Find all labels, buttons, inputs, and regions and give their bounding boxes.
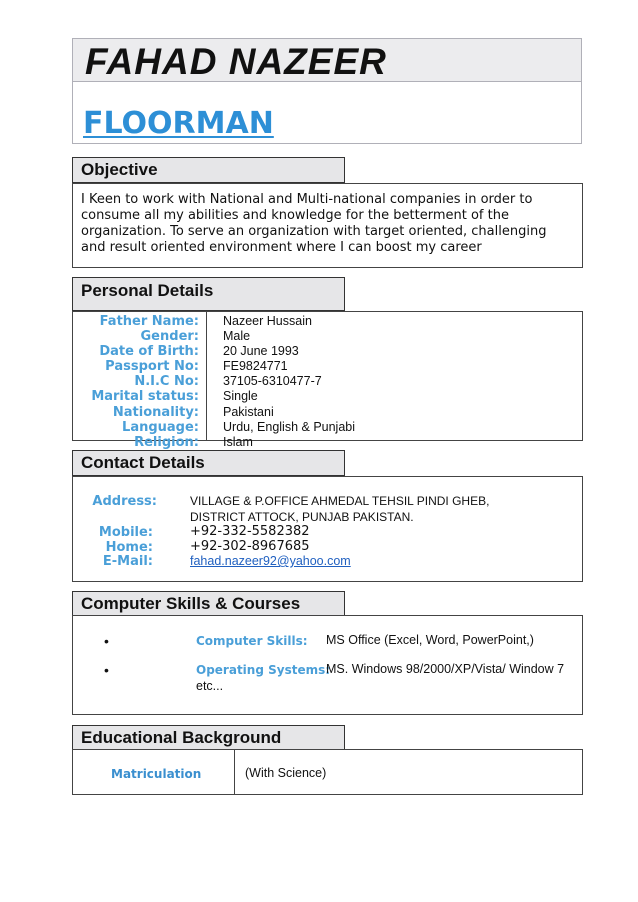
title-box — [72, 82, 582, 144]
value-father-name: Nazeer Hussain — [223, 314, 312, 328]
personal-labels — [73, 314, 199, 450]
value-nic: 37105-6310477-7 — [223, 374, 322, 389]
objective-heading-box — [72, 157, 345, 183]
skill-label-computer: Computer Skills: — [196, 634, 308, 648]
value-nationality: Pakistani — [223, 404, 274, 419]
label-passport: Passport No: — [105, 359, 199, 375]
mobile-label: Mobile: — [98, 525, 153, 540]
education-body — [72, 749, 583, 795]
value-passport: FE9824771 — [223, 359, 288, 374]
name-box — [72, 38, 582, 82]
label-nationality: Nationality: — [112, 404, 199, 420]
education-heading-box — [72, 725, 345, 751]
skills-body — [72, 615, 583, 715]
job-title: FLOORMAN — [83, 106, 274, 141]
skill-value-os: MS. Windows 98/2000/XP/Vista/ Window 7 — [326, 662, 565, 676]
personal-divider — [206, 311, 207, 441]
label-nic: N.I.C No: — [134, 374, 199, 390]
label-gender: Gender: — [140, 329, 199, 345]
label-father-name: Father Name: — [99, 314, 199, 329]
candidate-name: FAHAD NAZEER — [85, 41, 387, 82]
skill-value-os-extra: etc... — [196, 679, 224, 693]
label-marital-status: Marital status: — [91, 389, 199, 405]
personal-heading-box — [72, 277, 345, 311]
skill-bullet-1: • — [104, 633, 109, 649]
label-religion: Religion: — [134, 434, 199, 450]
label-language: Language: — [122, 419, 199, 435]
education-label: Matriculation — [111, 767, 202, 781]
personal-body — [72, 311, 583, 450]
email-label: E-Mail: — [102, 554, 153, 569]
skills-heading-box — [72, 591, 345, 617]
mobile-value: +92-332-5582382 — [190, 524, 310, 539]
personal-values — [223, 314, 563, 450]
skill-value-computer: MS Office (Excel, Word, PowerPoint,) — [326, 633, 534, 647]
skill-label-os: Operating Systems: — [196, 663, 331, 677]
value-language: Urdu, English & Punjabi — [223, 419, 356, 434]
value-date-of-birth: 20 June 1993 — [223, 344, 299, 359]
email-link[interactable]: fahad.nazeer92@yahoo.com — [190, 554, 351, 568]
contact-heading-box — [72, 450, 345, 476]
value-gender: Male — [223, 329, 251, 344]
objective-body — [72, 183, 583, 268]
education-heading: Educational Background — [81, 728, 282, 747]
home-label: Home: — [105, 540, 153, 555]
home-value: +92-302-8967685 — [190, 539, 310, 554]
education-value: (With Science) — [245, 766, 327, 780]
objective-text: I Keen to work with National and Multi-national companies in order to consume all my abilities and knowledge for the betterment of the organization. To serve an organization with target oriented, challenging and result oriented environment where I can boost my career — [81, 192, 547, 255]
personal-heading: Personal Details — [81, 281, 214, 300]
value-religion: Islam — [223, 434, 253, 449]
address-line-2: DISTRICT ATTOCK, PUNJAB PAKISTAN. — [190, 510, 414, 524]
objective-heading: Objective — [81, 160, 158, 179]
address-line-1: VILLAGE & P.OFFICE AHMEDAL TEHSIL PINDI GHEB, — [190, 494, 490, 508]
value-marital-status: Single — [223, 389, 258, 404]
contact-heading: Contact Details — [81, 453, 205, 472]
skill-bullet-2: • — [104, 662, 109, 678]
skills-heading: Computer Skills & Courses — [81, 594, 301, 613]
contact-body — [72, 476, 583, 582]
address-label: Address: — [92, 494, 157, 509]
label-date-of-birth: Date of Birth: — [99, 344, 199, 360]
education-divider — [234, 749, 235, 795]
